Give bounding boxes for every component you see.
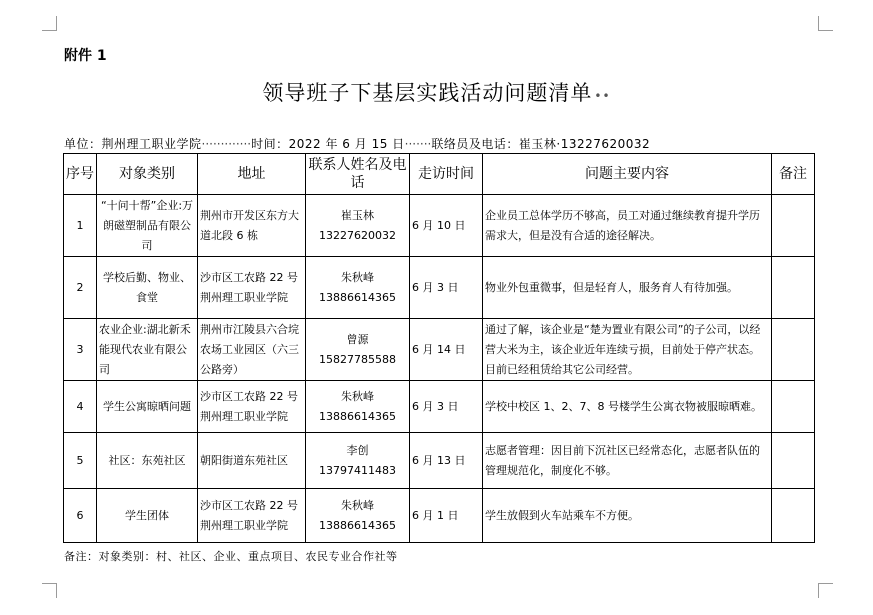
row-date: 6 月 14 日 <box>410 319 483 381</box>
row-category: “十问十帮”企业:万朗磁塑制品有限公司 <box>97 195 198 257</box>
row-address: 荆州市开发区东方大道北段 6 栋 <box>198 195 306 257</box>
row-contact <box>306 433 410 489</box>
contact-value: 崔玉林·13227620032 <box>518 137 651 151</box>
table-row <box>64 433 815 489</box>
contact-phone: 13797411483 <box>319 463 396 477</box>
row-issue: 学校中校区 1、2、7、8 号楼学生公寓衣物被服晾晒难。 <box>483 381 772 433</box>
row-category: 学生公寓晾晒问题 <box>97 381 198 433</box>
contact-name: 曾源 <box>346 332 369 346</box>
header-contact: 联系人姓名及电话 <box>306 154 410 195</box>
row-no: 1 <box>64 195 97 257</box>
row-address: 沙市区工农路 22 号荆州理工职业学院 <box>198 381 306 433</box>
row-remark <box>772 319 815 381</box>
row-address: 沙市区工农路 22 号荆州理工职业学院 <box>198 257 306 319</box>
table-row <box>64 257 815 319</box>
row-contact <box>306 195 410 257</box>
row-date: 6 月 3 日 <box>410 257 483 319</box>
row-address: 朝阳街道东苑社区 <box>198 433 306 489</box>
dots-2: ······· <box>404 137 432 151</box>
row-remark <box>772 381 815 433</box>
header-remarks: 备注 <box>772 154 815 195</box>
document-title <box>0 77 873 107</box>
row-no: 3 <box>64 319 97 381</box>
contact-label: 联络员及电话： <box>431 137 519 151</box>
table-header-row <box>64 154 815 195</box>
header-issues: 问题主要内容 <box>483 154 772 195</box>
contact-phone: 13886614365 <box>319 518 396 532</box>
row-issue: 企业员工总体学历不够高，员工对通过继续教育提升学历需求大，但是没有合适的途径解决。 <box>483 195 772 257</box>
header-address: 地址 <box>198 154 306 195</box>
contact-name: 李创 <box>346 443 369 457</box>
row-category: 学生团体 <box>97 489 198 543</box>
row-contact <box>306 489 410 543</box>
row-no: 2 <box>64 257 97 319</box>
attachment-label: 附件 1 <box>64 48 107 64</box>
contact-name: 崔玉林 <box>341 208 374 222</box>
row-category: 社区：东苑社区 <box>97 433 198 489</box>
row-remark <box>772 433 815 489</box>
row-address: 荆州市江陵县六合垸农场工业园区（六三公路旁） <box>198 319 306 381</box>
footnote: 备注：对象类别：村、社区、企业、重点项目、农民专业合作社等 <box>64 550 398 563</box>
crop-mark-top-left <box>42 16 57 31</box>
time-label: 时间： <box>251 137 289 151</box>
title-text: 领导班子下基层实践活动问题清单 <box>262 81 593 105</box>
row-remark <box>772 257 815 319</box>
row-address: 沙市区工农路 22 号荆州理工职业学院 <box>198 489 306 543</box>
contact-name: 朱秋峰 <box>341 270 374 284</box>
row-contact <box>306 257 410 319</box>
row-no: 6 <box>64 489 97 543</box>
contact-phone: 13227620032 <box>319 228 396 242</box>
header-category: 对象类别 <box>97 154 198 195</box>
table-row <box>64 489 815 543</box>
table-row <box>64 319 815 381</box>
row-date: 6 月 13 日 <box>410 433 483 489</box>
title-marks: •• <box>594 89 611 103</box>
contact-phone: 13886614365 <box>319 290 396 304</box>
header-no: 序号 <box>64 154 97 195</box>
contact-phone: 13886614365 <box>319 409 396 423</box>
row-remark <box>772 489 815 543</box>
row-no: 4 <box>64 381 97 433</box>
unit-label: 单位： <box>64 137 102 151</box>
contact-name: 朱秋峰 <box>341 389 374 403</box>
table-row <box>64 381 815 433</box>
row-category: 学校后勤、物业、食堂 <box>97 257 198 319</box>
row-date: 6 月 1 日 <box>410 489 483 543</box>
header-visit-time: 走访时间 <box>410 154 483 195</box>
crop-mark-bottom-right <box>818 583 833 598</box>
row-no: 5 <box>64 433 97 489</box>
issue-table <box>63 153 815 543</box>
row-issue: 志愿者管理：因目前下沉社区已经常态化，志愿者队伍的管理规范化，制度化不够。 <box>483 433 772 489</box>
row-contact <box>306 381 410 433</box>
contact-phone: 15827785588 <box>319 352 396 366</box>
crop-mark-bottom-left <box>42 583 57 598</box>
contact-name: 朱秋峰 <box>341 498 374 512</box>
time-value: 2022 年 6 月 15 日 <box>288 137 405 151</box>
row-date: 6 月 3 日 <box>410 381 483 433</box>
row-category: 农业企业:湖北新禾能现代农业有限公司 <box>97 319 198 381</box>
row-issue: 学生放假到火车站乘车不方便。 <box>483 489 772 543</box>
row-remark <box>772 195 815 257</box>
crop-mark-top-right <box>818 16 833 31</box>
row-issue: 通过了解，该企业是“楚为置业有限公司”的子公司，以经营大米为主，该企业近年连续亏损，目前处于停产状态。目前已经租赁给其它公司经营。 <box>483 319 772 381</box>
row-contact <box>306 319 410 381</box>
unit-value: 荆州理工职业学院 <box>101 137 202 151</box>
info-line <box>64 135 650 152</box>
table-row <box>64 195 815 257</box>
row-issue: 物业外包重微事，但是轻育人，服务育人有待加强。 <box>483 257 772 319</box>
row-date: 6 月 10 日 <box>410 195 483 257</box>
dots-1: ············· <box>201 137 252 151</box>
